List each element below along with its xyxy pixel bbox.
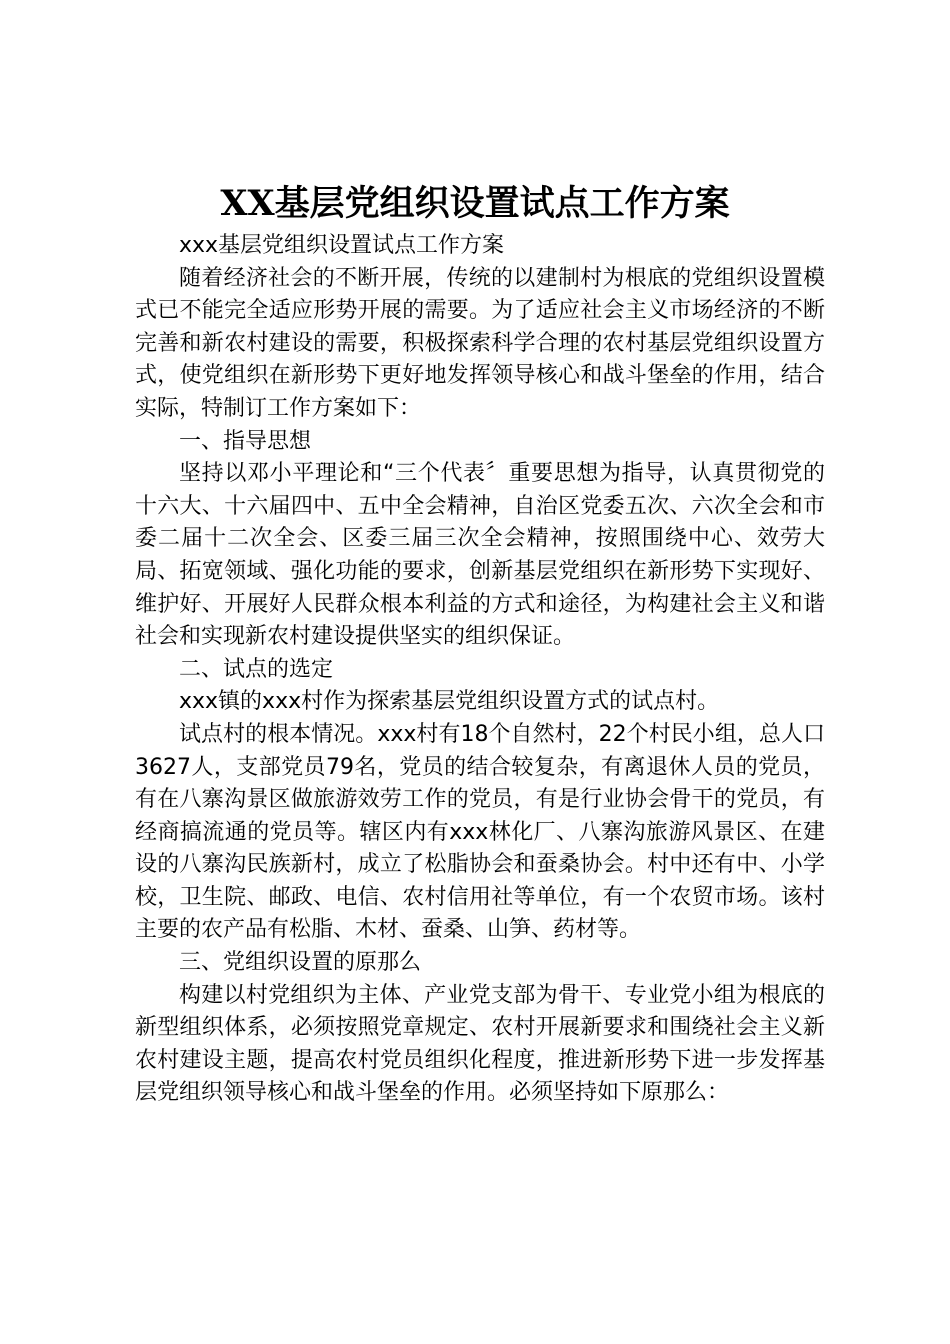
- section-heading-pilot-selection: 二、试点的选定: [179, 656, 334, 682]
- section-heading-principles: 三、党组织设置的原那么: [179, 950, 422, 976]
- pilot-selection-paragraph: xxx镇的xxx村作为探索基层党组织设置方式的试点村。: [179, 689, 720, 715]
- intro-paragraph: 随着经济社会的不断开展，传统的以建制村为根底的党组织设置模式已不能完全适应形势开展的需要。为了适应社会主义市场经济的不断完善和新农村建设的需要，积极探索科学合理的农村基层党组织设置方式，使党组织在新形势下更好地发挥领导核心和战斗堡垒的作用，结合实际，特制订工作方案如下：: [135, 265, 825, 421]
- guiding-ideology-paragraph: 坚持以邓小平理论和“三个代表〞重要思想为指导，认真贯彻党的十六大、十六届四中、五中全会精神，自治区党委五次、六次全会和市委二届十二次全会、区委三届三次全会精神，按照围绕中心、效劳大局、拓宽领域、强化功能的要求，创新基层党组织在新形势下实现好、维护好、开展好人民群众根本利益的方式和途径，为构建社会主义和谐社会和实现新农村建设提供坚实的组织保证。: [135, 461, 825, 650]
- document-title: XX基层党组织设置试点工作方案: [220, 183, 730, 224]
- pilot-village-situation-paragraph: 试点村的根本情况。xxx村有18个自然村，22个村民小组，总人口3627人，支部党员79名，党员的结合较复杂，有离退休人员的党员，有在八寨沟景区做旅游效劳工作的党员，有是行业协会骨干的党员，有经商搞流通的党员等。辖区内有xxx林化厂、八寨沟旅游风景区、在建设的八寨沟民族新村，成立了松脂协会和蚕桑协会。村中还有中、小学校，卫生院、邮政、电信、农村信用社等单位，有一个农贸市场。该村主要的农产品有松脂、木材、蚕桑、山笋、药材等。: [135, 721, 825, 943]
- section-heading-guiding-ideology: 一、指导思想: [179, 428, 312, 454]
- principles-paragraph: 构建以村党组织为主体、产业党支部为骨干、专业党小组为根底的新型组织体系，必须按照党章规定、农村开展新要求和围绕社会主义新农村建设主题，提高农村党员组织化程度，推进新形势下进一步发挥基层党组织领导核心和战斗堡垒的作用。必须坚持如下原那么：: [135, 982, 825, 1106]
- document-body: [135, 230, 825, 1110]
- subtitle-paragraph: xxx基层党组织设置试点工作方案: [179, 233, 505, 258]
